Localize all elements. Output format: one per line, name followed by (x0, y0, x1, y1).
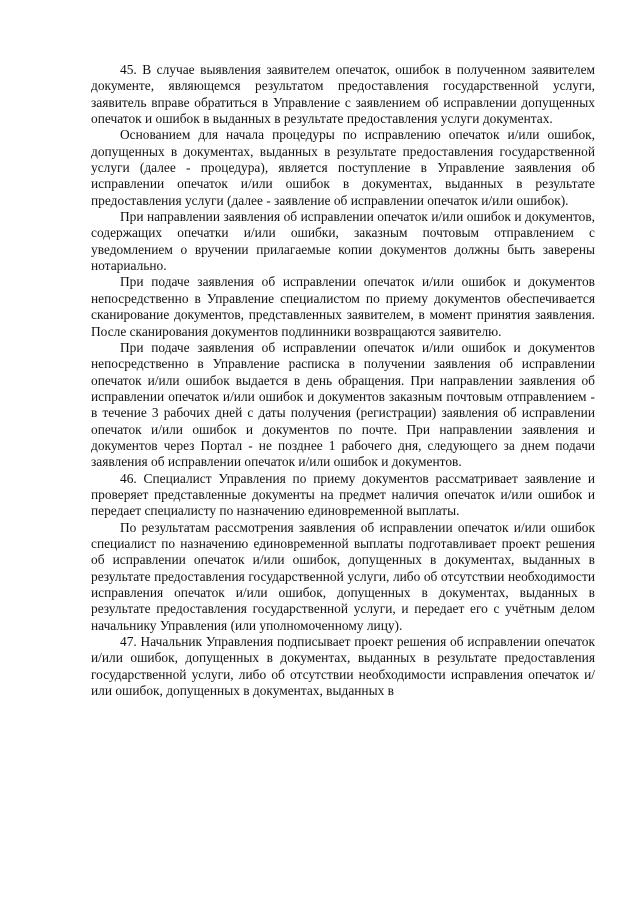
paragraph-45: 45. В случае выявления заявителем опечаток, ошибок в полученном заявителем документе, являющемся результатом предоставления государственной услуги, заявитель вправе обратиться в Управление с заявлением об исправлении допущенных опечаток и ошибок в выданных в результате предоставления услуги документах. (91, 62, 595, 127)
paragraph-postal-submission: При направлении заявления об исправлении опечаток и/или ошибок и документов, содержащих опечатки и/или ошибки, заказным почтовым отправлением с уведомлением о вручении прилагаемые копии документов должны быть заверены нотариально. (91, 209, 595, 274)
paragraph-receipt-terms: При подаче заявления об исправлении опечаток и/или ошибок и документов непосредственно в Управление расписка в получении заявления об исправлении опечаток и/или ошибок выдается в день обращения. При направлении заявления об исправлении опечаток и/или ошибок и документов заказным почтовым отправлением - в течение 3 рабочих дней с даты получения (регистрации) заявления об исправлении опечаток и/или ошибок и документов по почте. При направлении заявления и документов через Портал - не позднее 1 рабочего дня, следующего за днем подачи заявления об исправлении опечаток и/или ошибок и документов. (91, 339, 595, 470)
paragraph-procedure-basis: Основанием для начала процедуры по исправлению опечаток и/или ошибок, допущенных в документах, выданных в результате предоставления государственной услуги (далее - процедура), является поступление в Управление заявления об исправлении опечаток и/или ошибок в документах, выданных в результате предоставления услуги (далее - заявление об исправлении опечаток и/или ошибок). (91, 127, 595, 208)
paragraph-46: 46. Специалист Управления по приему документов рассматривает заявление и проверяет представленные документы на предмет наличия опечаток и/или ошибок и передает специалисту по назначению единовременной выплаты. (91, 470, 595, 519)
paragraph-review-results: По результатам рассмотрения заявления об исправлении опечаток и/или ошибок специалист по назначению единовременной выплаты подготавливает проект решения об исправлении опечаток и/или ошибок, допущенных в документах, выданных в результате предоставления государственной услуги, либо об отсутствии необходимости исправления опечаток и/или ошибок, допущенных в документах, выданных в результате предоставления государственной услуги, и передает его с учётным делом начальнику Управления (или уполномоченному лицу). (91, 519, 595, 633)
paragraph-in-person-scanning: При подаче заявления об исправлении опечаток и/или ошибок и документов непосредственно в Управление специалистом по приему документов обеспечивается сканирование документов, представленных заявителем, в момент принятия заявления. После сканирования документов подлинники возвращаются заявителю. (91, 274, 595, 339)
document-page (91, 62, 595, 699)
paragraph-47: 47. Начальник Управления подписывает проект решения об исправлении опечаток и/или ошибок, допущенных в документах, выданных в результате предоставления государственной услуги, либо об отсутствии необходимости исправления опечаток и/или ошибок, допущенных в документах, выданных в (91, 634, 595, 699)
